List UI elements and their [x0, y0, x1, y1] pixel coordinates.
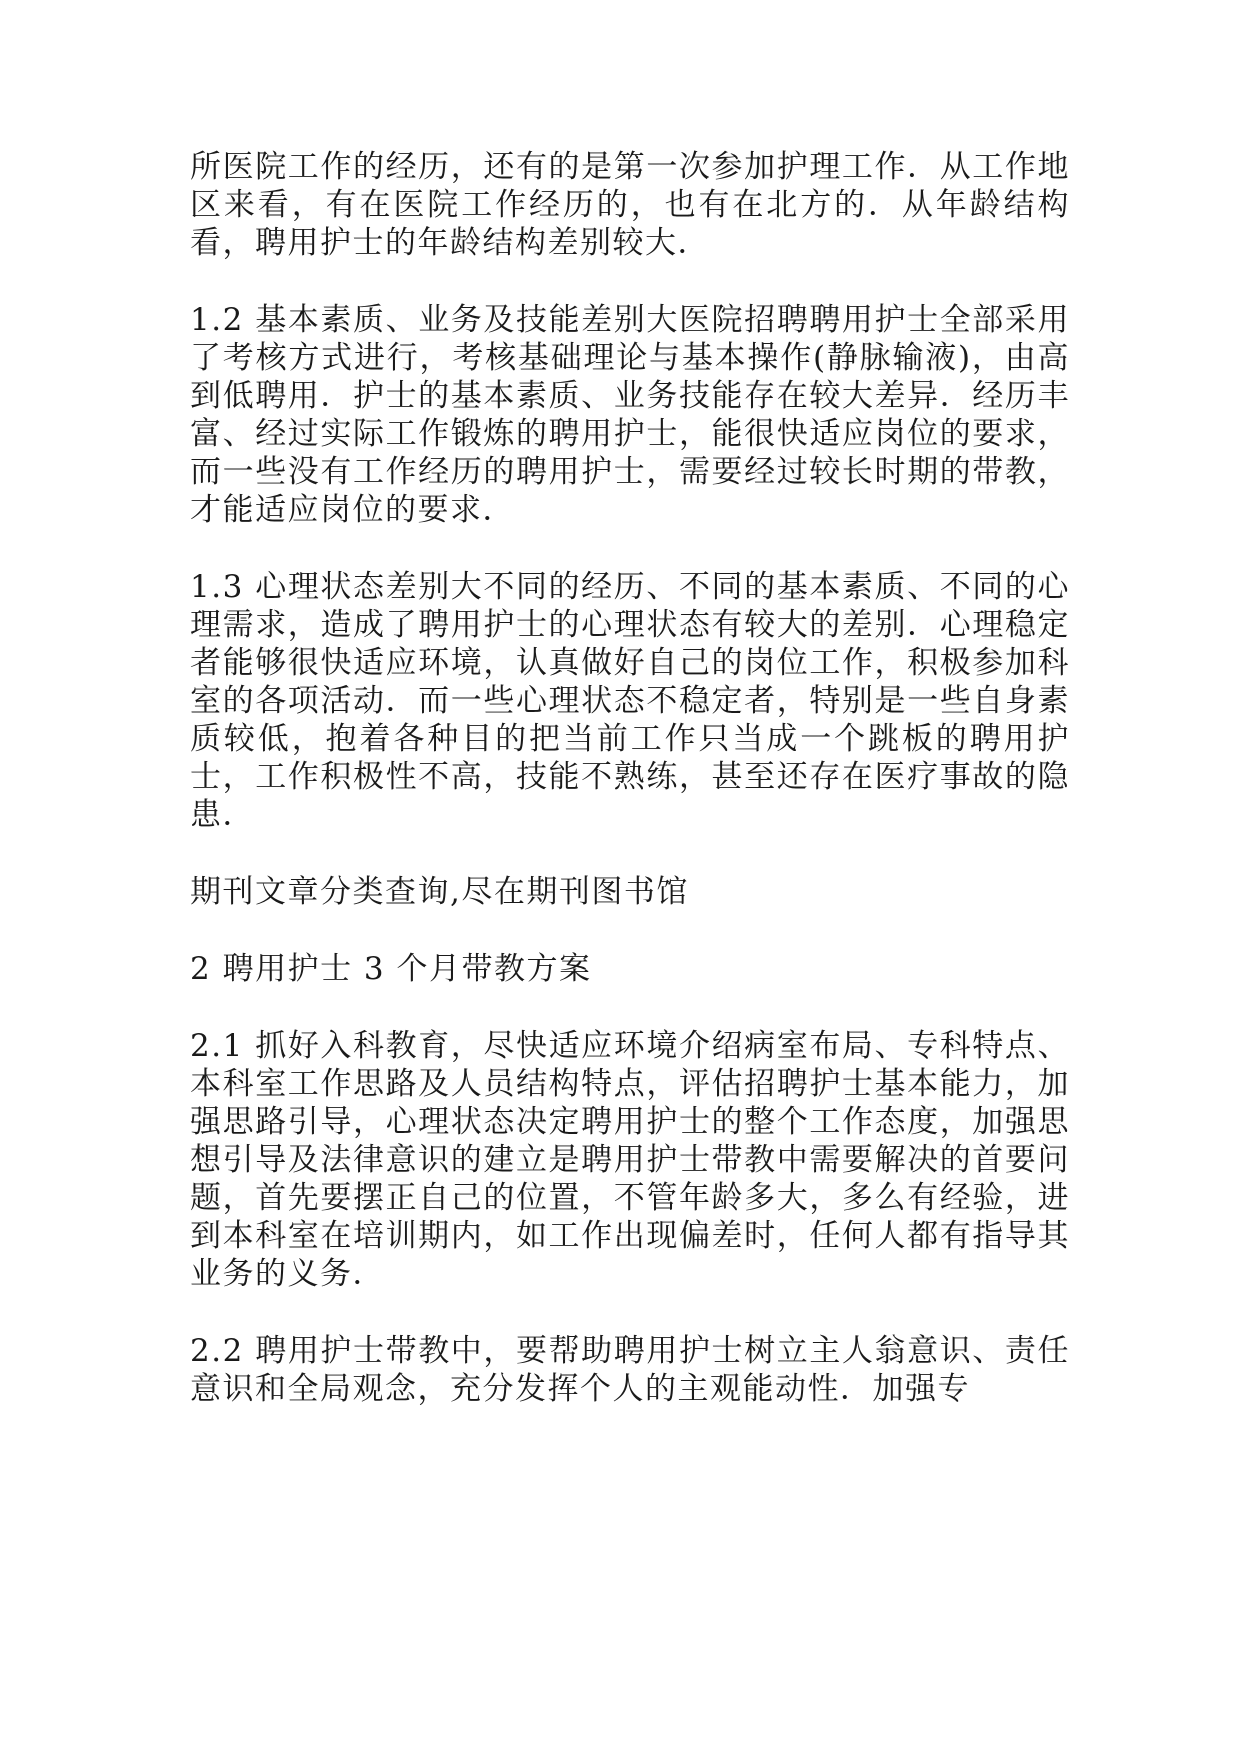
paragraph-2-2-ownership: 2.2 聘用护士带教中，要帮助聘用护士树立主人翁意识、责任意识和全局观念，充分发挥个人的主观能动性．加强专 [190, 1333, 1070, 1407]
paragraph-2-1-orientation: 2.1 抓好入科教育，尽快适应环境介绍病室布局、专科特点、本科室工作思路及人员结构特点，评估招聘护士基本能力，加强思路引导，心理状态决定聘用护士的整个工作态度，加强思想引导及法律意识的建立是聘用护士带教中需要解决的首要问题，首先要摆正自己的位置，不管年龄多大，多么有经验，进到本科室在培训期内，如工作出现偏差时，任何人都有指导其业务的义务． [190, 1028, 1070, 1292]
paragraph-journal-note: 期刊文章分类查询,尽在期刊图书馆 [190, 874, 689, 910]
paragraph-1-3-psychological-state: 1.3 心理状态差别大不同的经历、不同的基本素质、不同的心理需求，造成了聘用护士的心理状态有较大的差别．心理稳定者能够很快适应环境，认真做好自己的岗位工作，积极参加科室的各项活动．而一些心理状态不稳定者，特别是一些自身素质较低，抱着各种目的把当前工作只当成一个跳板的聘用护士，工作积极性不高，技能不熟练，甚至还存在医疗事故的隐患． [190, 569, 1070, 833]
document-body [190, 148, 1070, 1447]
paragraph-work-history: 所医院工作的经历，还有的是第一次参加护理工作．从工作地区来看，有在医院工作经历的，也有在北方的．从年龄结构看，聘用护士的年龄结构差别较大． [190, 149, 1070, 261]
paragraph-1-2-basic-quality: 1.2 基本素质、业务及技能差别大医院招聘聘用护士全部采用了考核方式进行，考核基础理论与基本操作(静脉输液)，由高到低聘用．护士的基本素质、业务技能存在较大差异．经历丰富、经过实际工作锻炼的聘用护士，能很快适应岗位的要求，而一些没有工作经历的聘用护士，需要经过较长时期的带教，才能适应岗位的要求． [190, 302, 1070, 528]
section-heading-2: 2 聘用护士 3 个月带教方案 [190, 951, 592, 987]
